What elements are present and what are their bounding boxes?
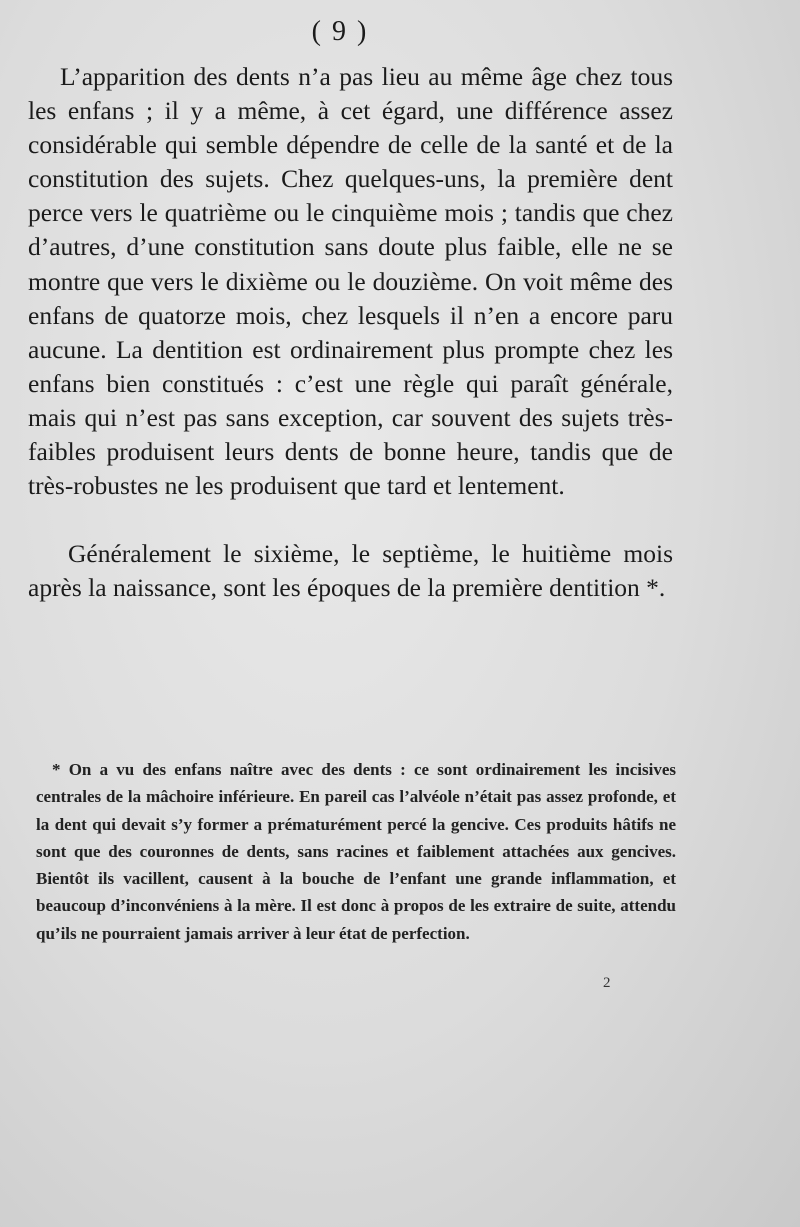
footnote: * On a vu des enfans naître avec des dents : ce sont ordinairement les incisives centrales de la mâchoire inférieure. En pareil cas l’alvéole n’était pas assez profonde, et la dent qui devait s’y former a prématurément percé la gencive. Ces produits hâtifs ne sont que des couronnes de dents, sans racines et faiblement attachées aux gencives. Bientôt ils vacillent, causent à la bouche de l’enfant une grande inflammation, et beaucoup d’inconvéniens à la mère. Il est donc à propos de les extraire de suite, attendu qu’ils ne pourraient jamais arriver à leur état de perfection. — [36, 760, 676, 943]
signature-mark: 2 — [603, 975, 611, 991]
page-number: ( 9 ) — [311, 16, 369, 47]
footnote-block — [36, 756, 676, 947]
paragraph-1: L’apparition des dents n’a pas lieu au même âge chez tous les enfans ; il y a même, à cet égard, une différence assez considérable qui semble dépendre de celle de la santé et de la constitution des sujets. Chez quelques-uns, la première dent perce vers le quatrième ou le cinquième mois ; tandis que chez d’autres, d’une constitution sans doute plus faible, elle ne se montre que vers le dixième ou le douzième. On voit même des enfans de quatorze mois, chez lesquels il n’en a encore paru aucune. La dentition est ordinairement plus prompte chez les enfans bien constitués : c’est une règle qui paraît générale, mais qui n’est pas sans exception, car souvent des sujets très-faibles produisent leurs dents de bonne heure, tandis que de très-robustes ne les produisent que tard et lentement. — [28, 62, 673, 501]
main-text — [28, 60, 673, 605]
paragraph-2: Généralement le sixième, le septième, le huitième mois après la naissance, sont les époques de la première dentition *. — [28, 539, 673, 603]
